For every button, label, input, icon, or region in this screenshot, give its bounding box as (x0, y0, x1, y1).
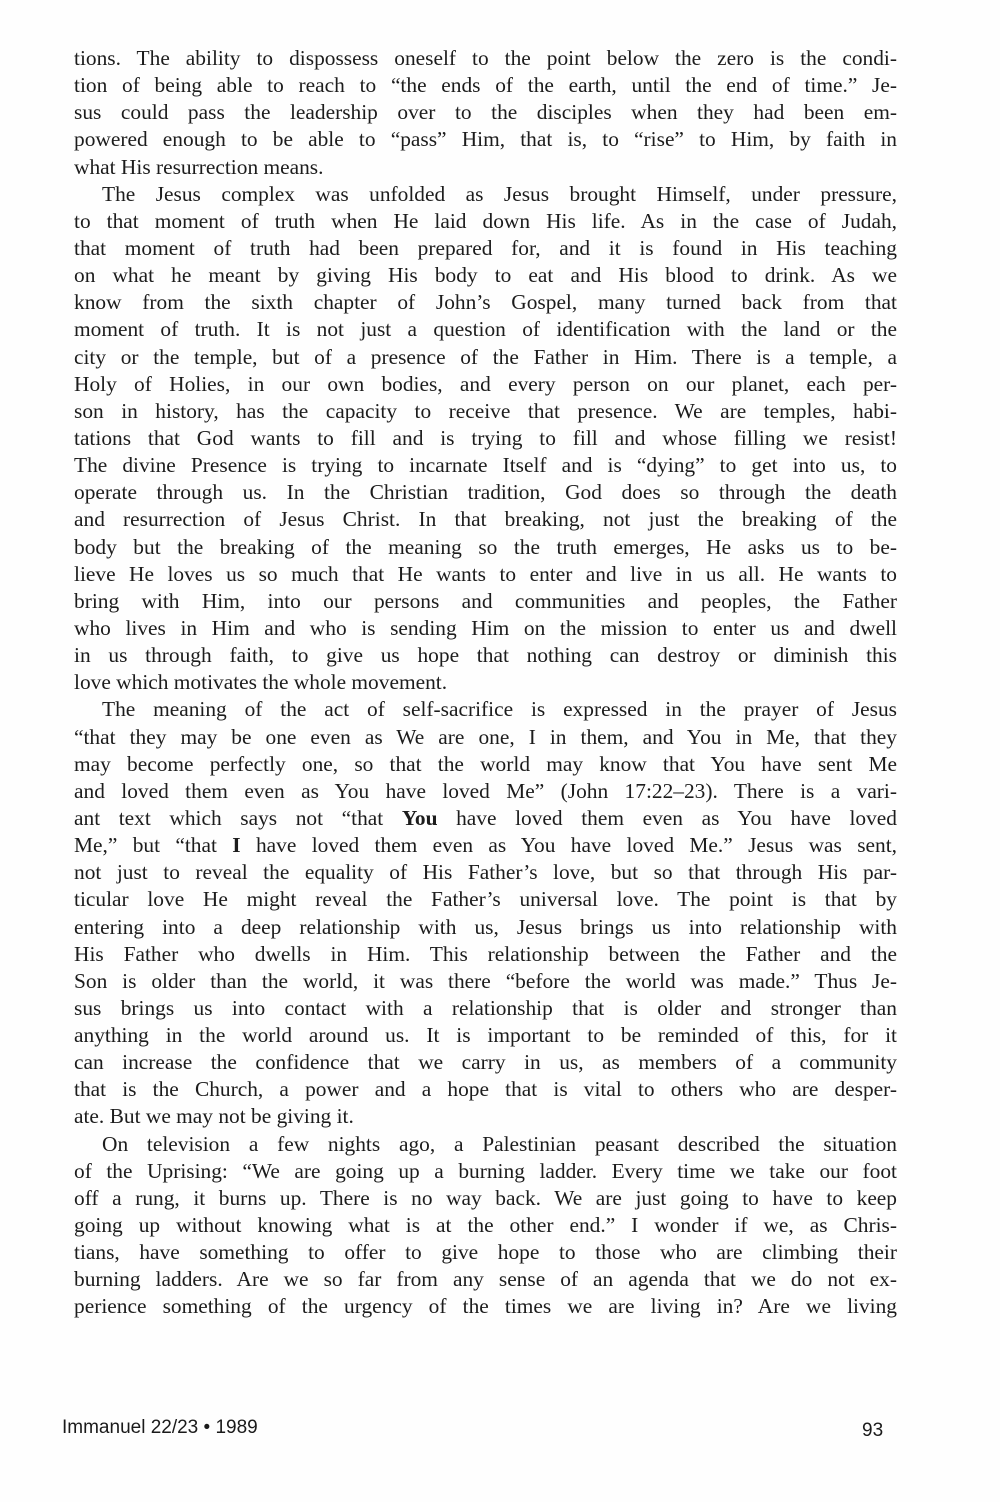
paragraph (74, 45, 897, 181)
text-line: perience something of the urgency of the times we are living in? Are we living (74, 1294, 897, 1319)
text-line: entering into a deep relationship with us, Jesus brings us into relationship with (74, 914, 897, 939)
text-line: can increase the confidence that we carry in us, as members of a community (74, 1050, 897, 1075)
text-line: The divine Presence is trying to incarnate Itself and is “dying” to get into us, to (74, 453, 897, 478)
text-line: tians, have something to offer to give hope to those who are climbing their (74, 1240, 897, 1265)
text-line: and loved them even as You have loved Me” (John 17:22–23). There is a vari- (74, 778, 897, 803)
body-text (74, 45, 897, 1321)
text-line: love which motivates the whole movement. (74, 670, 448, 695)
text-line: sus could pass the leadership over to the disciples when they had been em- (74, 100, 897, 125)
text-line: On television a few nights ago, a Palestinian peasant described the situation (102, 1131, 897, 1156)
text-line: operate through us. In the Christian tradition, God does so through the death (74, 480, 897, 505)
text-line: body but the breaking of the meaning so the truth emerges, He asks us to be- (74, 534, 897, 559)
text-line: to that moment of truth when He laid down His life. As in the case of Judah, (74, 208, 897, 233)
text-line: who lives in Him and who is sending Him on the mission to enter us and dwell (74, 615, 897, 640)
text-segment: Me,” but “that (74, 833, 233, 858)
text-line (74, 832, 897, 859)
text-line: The Jesus complex was unfolded as Jesus brought Himself, under pressure, (102, 181, 897, 206)
text-line: ticular love He might reveal the Father’s universal love. The point is that by (74, 887, 897, 912)
text-line: burning ladders. Are we so far from any sense of an agenda that we do not ex- (74, 1267, 897, 1292)
text-line: and resurrection of Jesus Christ. In that breaking, not just the breaking of the (74, 507, 897, 532)
text-line: tations that God wants to fill and is trying to fill and whose filling we resist! (74, 425, 897, 450)
text-line: what His resurrection means. (74, 154, 324, 179)
journal-footer: Immanuel 22/23 • 1989 (62, 1417, 258, 1438)
text-segment: have loved them even as You have loved Me.” Jesus was sent, (240, 833, 897, 858)
text-line: off a rung, it burns up. There is no way back. We are just going to have to keep (74, 1185, 897, 1210)
paragraph (74, 181, 897, 697)
text-line: anything in the world around us. It is important to be reminded of this, for it (74, 1023, 897, 1048)
paragraph (74, 1131, 897, 1321)
text-line: powered enough to be able to “pass” Him, that is, to “rise” to Him, by faith in (74, 127, 897, 152)
text-line: in us through faith, to give us hope that nothing can destroy or diminish this (74, 643, 897, 668)
text-line: Holy of Holies, in our own bodies, and every person on our planet, each per- (74, 371, 897, 396)
text-line: of the Uprising: “We are going up a burning ladder. Every time we take our foot (74, 1158, 897, 1183)
page-number: 93 (862, 1420, 884, 1441)
bold-emphasis: You (401, 805, 438, 830)
text-line: that moment of truth had been prepared for, and it is found in His teaching (74, 235, 897, 260)
text-line: that is the Church, a power and a hope that is vital to others who are desper- (74, 1077, 897, 1102)
text-line: know from the sixth chapter of John’s Gospel, many turned back from that (74, 290, 897, 315)
text-line (74, 805, 897, 832)
text-line: His Father who dwells in Him. This relationship between the Father and the (74, 941, 897, 966)
text-line: tion of being able to reach to “the ends of the earth, until the end of time.” Je- (74, 73, 897, 98)
text-line: on what he meant by giving His body to eat and His blood to drink. As we (74, 263, 897, 288)
text-line: city or the temple, but of a presence of the Father in Him. There is a temple, a (74, 344, 897, 369)
text-line: moment of truth. It is not just a question of identification with the land or the (74, 317, 897, 342)
text-line: The meaning of the act of self-sacrifice is expressed in the prayer of Jesus (102, 697, 897, 722)
text-line: may become perfectly one, so that the world may know that You have sent Me (74, 751, 897, 776)
bold-emphasis: I (232, 833, 241, 858)
text-line: not just to reveal the equality of His Father’s love, but so that through His par- (74, 860, 897, 885)
text-line: sus brings us into contact with a relationship that is older and stronger than (74, 995, 897, 1020)
text-line: lieve He loves us so much that He wants to enter and live in us all. He wants to (74, 561, 897, 586)
text-line: ate. But we may not be giving it. (74, 1104, 354, 1129)
text-line: “that they may be one even as We are one, I in them, and You in Me, that they (74, 724, 897, 749)
text-line: bring with Him, into our persons and communities and peoples, the Father (74, 588, 897, 613)
text-segment: ant text which says not “that (74, 805, 402, 830)
text-line: son in history, has the capacity to receive that presence. We are temples, habi- (74, 398, 897, 423)
text-line: going up without knowing what is at the other end.” I wonder if we, as Chris- (74, 1213, 897, 1238)
paragraph (74, 696, 897, 1130)
text-line: tions. The ability to dispossess oneself to the point below the zero is the condi- (74, 46, 897, 70)
text-segment: have loved them even as You have loved (437, 805, 897, 830)
text-line: Son is older than the world, it was there “before the world was made.” Thus Je- (74, 968, 897, 993)
